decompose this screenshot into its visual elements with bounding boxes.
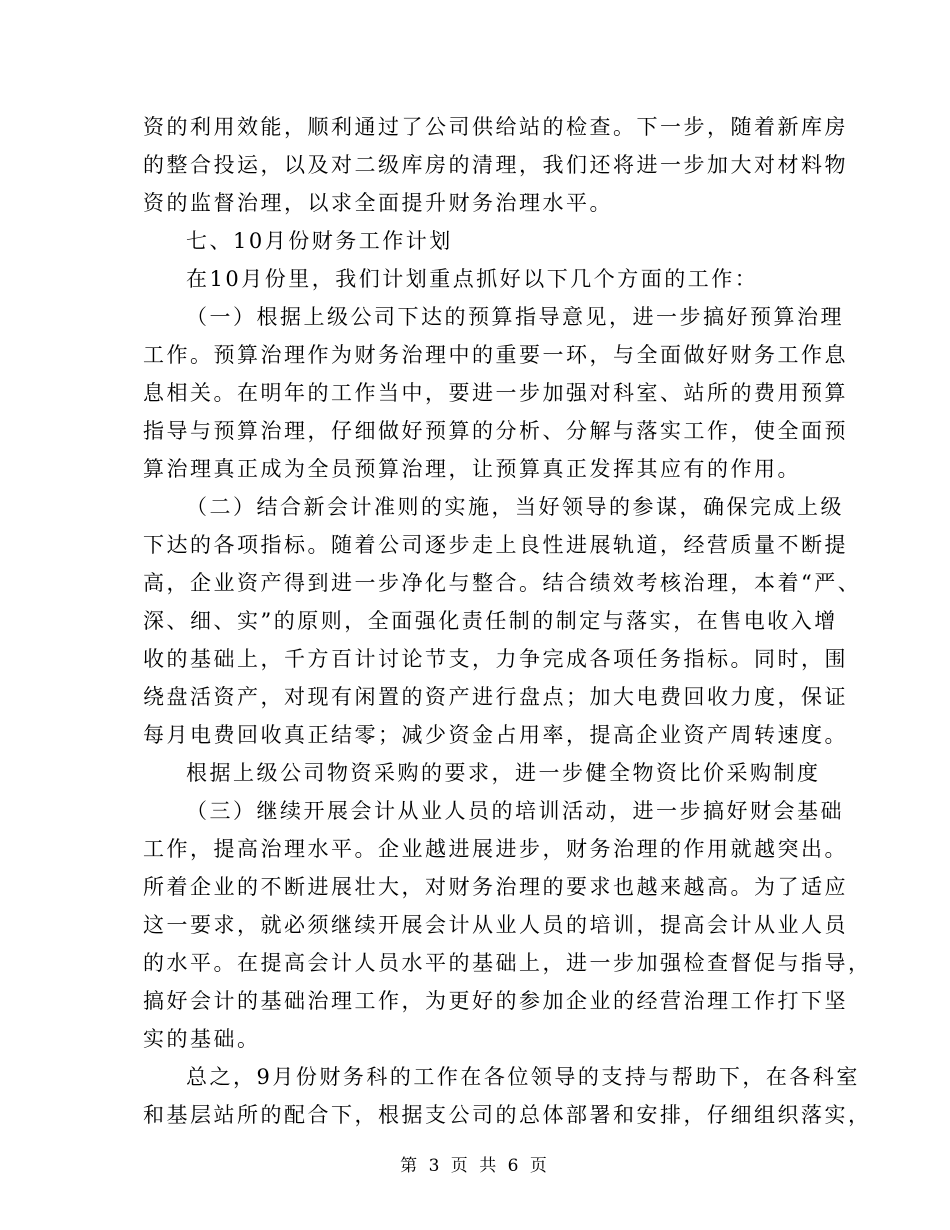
body-line: 和基层站所的配合下，根据支公司的总体部署和安排，仔细组织落实， — [143, 1103, 872, 1127]
body-line: 资的利用效能，顺利通过了公司供给站的检查。下一步，随着新库房 — [143, 115, 848, 139]
body-line: 下达的各项指标。随着公司逐步走上良性进展轨道，经营质量不断提 — [143, 533, 848, 557]
body-line: 根据上级公司物资采购的要求，进一步健全物资比价采购制度 — [186, 761, 821, 785]
body-line: （一）根据上级公司下达的预算指导意见，进一步搞好预算治理 — [186, 305, 844, 329]
body-line: 高，企业资产得到进一步净化与整合。结合绩效考核治理，本着“严、 — [143, 571, 862, 595]
body-line: 算治理真正成为全员预算治理，让预算真正发挥其应有的作用。 — [143, 457, 801, 481]
body-line: 每月电费回收真正结零；减少资金占用率，提高企业资产周转速度。 — [143, 723, 848, 747]
body-line: 资的监督治理，以求全面提升财务治理水平。 — [143, 191, 613, 215]
body-line: 工作，提高治理水平。企业越进展进步，财务治理的作用就越突出。 — [143, 837, 848, 861]
body-line: 工作。预算治理作为财务治理中的重要一环，与全面做好财务工作息 — [143, 343, 848, 367]
body-line: 指导与预算治理，仔细做好预算的分析、分解与落实工作，使全面预 — [143, 419, 848, 443]
body-line: 的整合投运，以及对二级库房的清理，我们还将进一步加大对材料物 — [143, 153, 848, 177]
body-line: 搞好会计的基础治理工作，为更好的参加企业的经营治理工作打下坚 — [143, 989, 848, 1013]
body-line: 深、细、实”的原则，全面强化责任制的制定与落实，在售电收入增 — [143, 609, 838, 633]
body-line: 总之，9月份财务科的工作在各位领导的支持与帮助下，在各科室 — [186, 1065, 860, 1089]
body-line: 所着企业的不断进展壮大，对财务治理的要求也越来越高。为了适应 — [143, 875, 848, 899]
body-line: （二）结合新会计准则的实施，当好领导的参谋，确保完成上级 — [186, 495, 844, 519]
body-line: 息相关。在明年的工作当中，要进一步加强对科室、站所的费用预算 — [143, 381, 848, 405]
body-line: 绕盘活资产，对现有闲置的资产进行盘点；加大电费回收力度，保证 — [143, 685, 848, 709]
section-heading: 七、10月份财务工作计划 — [186, 229, 453, 253]
body-line: 实的基础。 — [143, 1027, 261, 1051]
body-line: 在10月份里，我们计划重点抓好以下几个方面的工作： — [186, 267, 759, 291]
body-line: 收的基础上，千方百计讨论节支，力争完成各项任务指标。同时，围 — [143, 647, 848, 671]
page-number-footer: 第 3 页 共 6 页 — [400, 1156, 550, 1176]
body-line: 这一要求，就必须继续开展会计从业人员的培训，提高会计从业人员 — [143, 913, 848, 937]
body-line: 的水平。在提高会计人员水平的基础上，进一步加强检查督促与指导， — [143, 951, 872, 975]
body-line: （三）继续开展会计从业人员的培训活动，进一步搞好财会基础 — [186, 799, 844, 823]
